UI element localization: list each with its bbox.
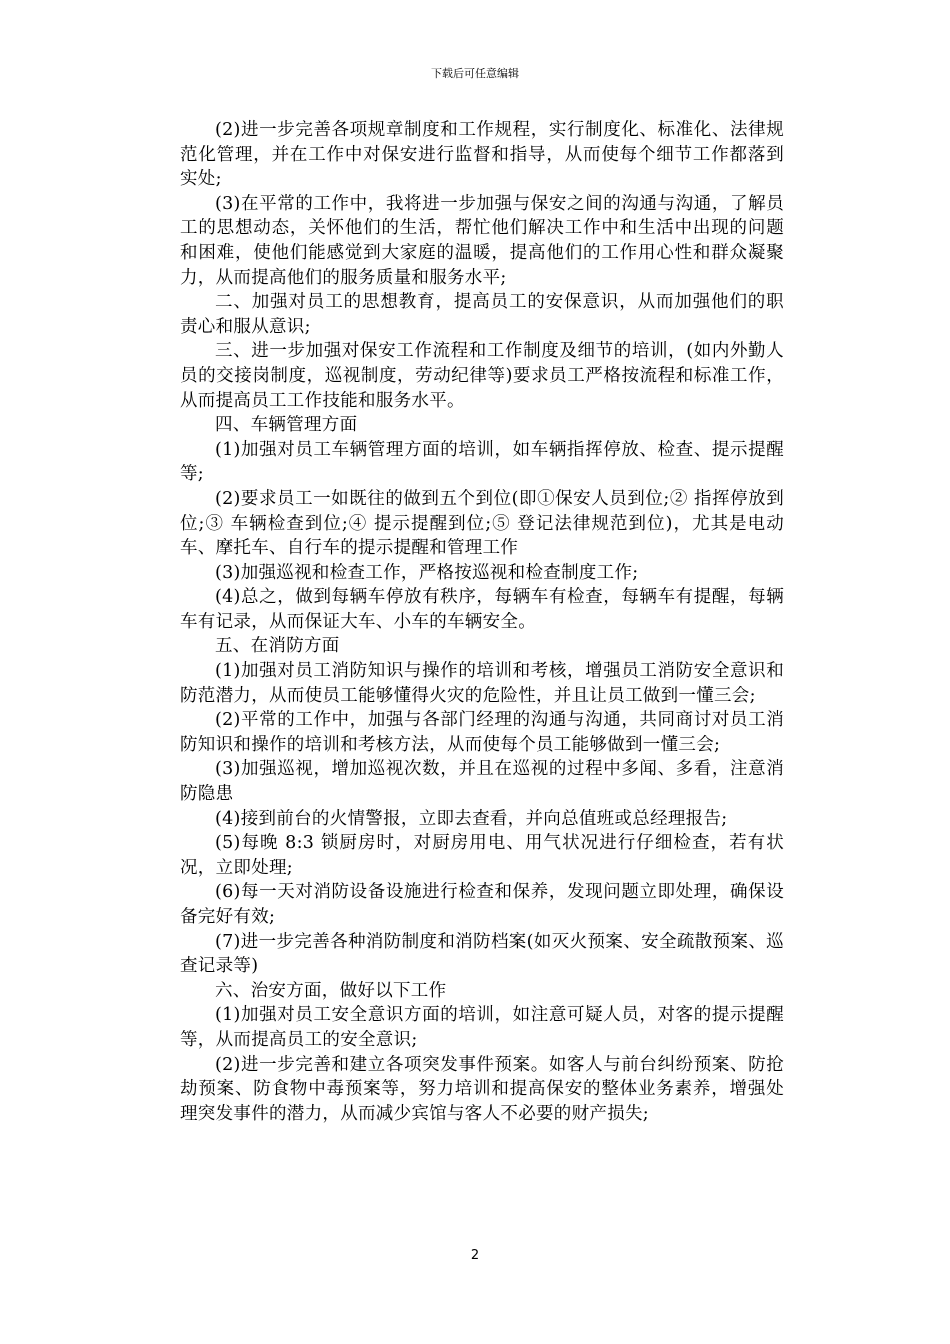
paragraph: (3)加强巡视和检查工作，严格按巡视和检查制度工作; (215, 562, 639, 583)
paragraph: (1)加强对员工车辆管理方面的培训，如车辆指挥停放、检查、提示提醒等; (180, 439, 784, 485)
section-heading: 六、治安方面，做好以下工作 (215, 980, 447, 1001)
paragraph: (3)在平常的工作中，我将进一步加强与保安之间的沟通与沟通，了解员工的思想动态，关怀他们的生活，帮忙他们解决工作中和生活中出现的问题和困难，使他们能感觉到大家庭的温暖，提高他们的工作用心性和群众凝聚力，从而提高他们的服务质量和服务水平; (180, 193, 784, 288)
paragraph: (1)加强对员工消防知识与操作的培训和考核，增强员工消防安全意识和防范潜力，从而使员工能够懂得火灾的危险性，并且让员工做到一懂三会; (180, 661, 784, 706)
paragraph: (3)加强巡视，增加巡视次数，并且在巡视的过程中多闻、多看，注意消防隐患 (180, 759, 784, 805)
paragraph: (1)加强对员工安全意识方面的培训，如注意可疑人员，对客的提示提醒等，从而提高员工的安全意识; (180, 1005, 784, 1050)
paragraph: (5)每晚 8:3 锁厨房时，对厨房用电、用气状况进行仔细检查，若有状况，立即处理; (180, 833, 784, 878)
section-heading: 四、车辆管理方面 (215, 415, 358, 436)
paragraph: (4)接到前台的火情警报，立即去查看，并向总值班或总经理报告; (215, 808, 728, 829)
paragraph: (4)总之，做到每辆车停放有秩序，每辆车有检查，每辆车有提醒，每辆车有记录，从而保证大车、小车的车辆安全。 (180, 587, 784, 632)
page-header: 下载后可任意编辑 (431, 67, 519, 80)
paragraph: (2)进一步完善各项规章制度和工作规程，实行制度化、标准化、法律规范化管理，并在工作中对保安进行监督和指导，从而使每个细节工作都落到实处; (180, 120, 784, 190)
paragraph: (2)进一步完善和建立各项突发事件预案。如客人与前台纠纷预案、防抢劫预案、防食物中毒预案等，努力培训和提高保安的整体业务素养，增强处理突发事件的潜力，从而减少宾馆与客人不必要的财产损失; (180, 1054, 784, 1124)
document-body (180, 118, 784, 1126)
section-heading: 五、在消防方面 (215, 636, 340, 657)
section-paragraph: 二、加强对员工的思想教育，提高员工的安保意识，从而加强他们的职责心和服从意识; (180, 292, 784, 337)
section-paragraph: 三、进一步加强对保安工作流程和工作制度及细节的培训，(如内外勤人员的交接岗制度，巡视制度，劳动纪律等)要求员工严格按流程和标准工作，从而提高员工工作技能和服务水平。 (180, 341, 784, 411)
page-number: 2 (470, 1248, 480, 1263)
paragraph: (6)每一天对消防设备设施进行检查和保养，发现问题立即处理，确保设备完好有效; (180, 882, 784, 927)
paragraph: (2)要求员工一如既往的做到五个到位(即①保安人员到位;② 指挥停放到位;③ 车辆检查到位;④ 提示提醒到位;⑤ 登记法律规范到位)，尤其是电动车、摩托车、自行车的提示提醒和管理工作 (180, 488, 784, 559)
paragraph: (2)平常的工作中，加强与各部门经理的沟通与沟通，共同商讨对员工消防知识和操作的培训和考核方法，从而使每个员工能够做到一懂三会; (180, 710, 784, 755)
paragraph: (7)进一步完善各种消防制度和消防档案(如灭火预案、安全疏散预案、巡查记录等) (180, 931, 784, 977)
